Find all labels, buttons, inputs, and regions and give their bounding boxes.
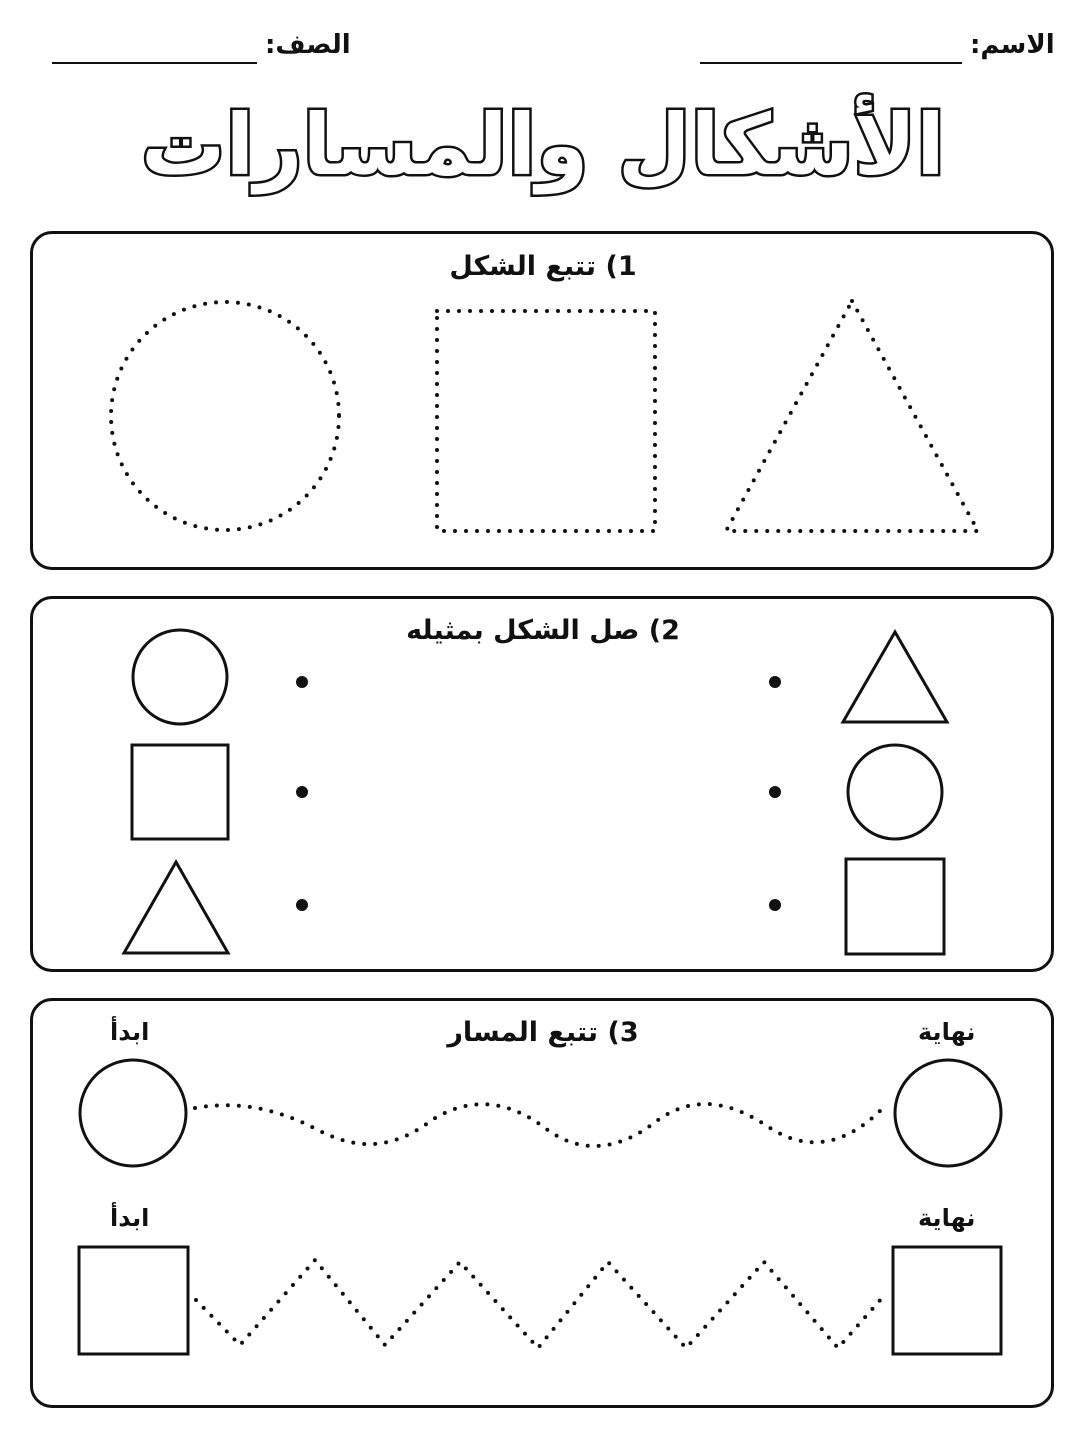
connect-dot[interactable] <box>769 676 781 688</box>
match-right-triangle-icon <box>843 632 947 722</box>
start-circle-icon <box>80 1060 186 1166</box>
start-label-1: ابدأ <box>110 1018 150 1046</box>
end-label-1: نهاية <box>918 1018 976 1046</box>
end-square-icon <box>893 1247 1001 1354</box>
match-right-square-icon <box>846 859 944 954</box>
zigzag-trace-path[interactable] <box>196 1260 882 1348</box>
connect-dot[interactable] <box>769 786 781 798</box>
match-left-square-icon <box>132 745 228 839</box>
trace-triangle-icon[interactable] <box>726 301 978 531</box>
connect-dot[interactable] <box>769 899 781 911</box>
end-circle-icon <box>895 1060 1001 1166</box>
connect-dot[interactable] <box>296 676 308 688</box>
name-label: الاسم: <box>970 30 1055 60</box>
section-3-title: 3) تتبع المسار <box>447 1017 639 1048</box>
connect-dot[interactable] <box>296 786 308 798</box>
end-label-2: نهاية <box>918 1204 976 1232</box>
section-2-title: 2) صل الشكل بمثيله <box>406 615 680 646</box>
class-label: الصف: <box>265 30 351 60</box>
section-1-title: 1) تتبع الشكل <box>449 251 637 282</box>
start-square-icon <box>79 1247 188 1354</box>
page-title: الأشكال والمسارات <box>141 96 945 194</box>
wavy-trace-path[interactable] <box>195 1104 883 1146</box>
connect-dot[interactable] <box>296 899 308 911</box>
match-right-circle-icon <box>848 745 942 839</box>
trace-circle-icon[interactable] <box>111 302 339 530</box>
match-left-circle-icon <box>133 630 227 724</box>
match-left-triangle-icon <box>124 862 228 953</box>
trace-square-icon[interactable] <box>437 311 655 531</box>
start-label-2: ابدأ <box>110 1204 150 1232</box>
